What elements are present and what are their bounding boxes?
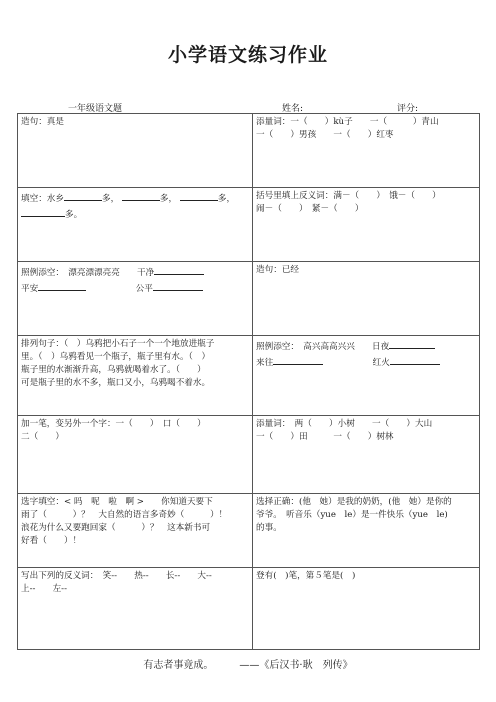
exercise-text: 造句：已经	[256, 265, 299, 275]
answer-blank[interactable]	[390, 354, 440, 365]
exercise-text: 的事。	[256, 523, 282, 533]
exercise-text: 红火	[372, 358, 390, 368]
exercise-text: 雨了（ ）？ 大自然的语言多奇妙（ ）！	[21, 510, 228, 520]
exercise-antonyms-brackets[interactable]	[253, 188, 480, 262]
exercise-choose-particle[interactable]	[18, 494, 253, 568]
exercise-text: 填空：水乡	[21, 194, 64, 204]
answer-blank[interactable]	[273, 354, 323, 365]
exercise-grid	[17, 113, 480, 650]
page-title: 小学语文练习作业	[167, 44, 328, 66]
exercise-text: 可是瓶子里的水不多，瓶口又小，乌鸦喝不着水。	[21, 378, 211, 388]
exercise-text: 排列句子：（ ）乌鸦把小石子一个一个地放进瓶子	[21, 339, 215, 349]
exercise-text: 括号里填上反义词：满－（ ） 饿－（ ）	[256, 191, 441, 201]
exercise-text: 浪花为什么又要跑回家（ ）？ 这本新书可	[21, 523, 211, 533]
quote-text: 有志者事竟成。	[143, 660, 214, 671]
exercise-text: 多，	[101, 194, 120, 204]
quote-source: ——《后汉书·耿 列传》	[239, 660, 353, 671]
score-label: 评分:	[397, 104, 419, 114]
answer-blank[interactable]	[153, 280, 203, 291]
exercise-text: 公平	[135, 284, 153, 294]
exercise-text: 选择正确：(他 她）是我的奶奶，(他 她）是你的	[256, 497, 452, 507]
exercise-measure-words-1[interactable]	[253, 114, 480, 188]
exercise-fill-blank[interactable]	[18, 188, 253, 262]
exercise-add-stroke[interactable]	[18, 416, 253, 494]
answer-blank[interactable]	[38, 280, 86, 291]
exercise-text: 造句：真是	[21, 117, 64, 127]
exercise-measure-words-2[interactable]	[253, 416, 480, 494]
exercise-sentence-yijing[interactable]	[253, 262, 480, 336]
exercise-order-sentences[interactable]	[18, 336, 253, 416]
exercise-text: 选字填空：< 吗 呢 啦 啊 > 你知道天要下	[21, 497, 213, 507]
grade-label: 一年级语文题	[68, 104, 123, 114]
exercise-text: 里。（ ）乌鸦看见一个瓶子，瓶子里有水。（ ）	[21, 352, 211, 362]
exercise-text: 多。	[65, 210, 83, 220]
exercise-stroke-count[interactable]	[253, 568, 480, 650]
answer-blank[interactable]	[389, 338, 435, 349]
answer-blank[interactable]	[180, 190, 218, 201]
exercise-text: 写出下列的反义词： 笑-- 热-- 长-- 大--	[21, 571, 212, 581]
exercise-text: 照例添空： 漂亮漂漂亮亮 干净	[21, 268, 155, 278]
exercise-text: 二（ ）	[21, 432, 64, 442]
exercise-choose-correct[interactable]	[253, 494, 480, 568]
name-label: 姓名:	[282, 104, 304, 114]
exercise-sentence-zhenshi[interactable]	[18, 114, 253, 188]
exercise-text: 一（ ）男孩 一（ ）红枣	[256, 130, 394, 140]
exercise-text: 加一笔，变另外一个字：一（ ） 口（ ）	[21, 419, 206, 429]
exercise-pattern-2[interactable]	[253, 336, 480, 416]
exercise-text: 爷爷。 听音乐（yue le）是一件快乐（yue le)	[256, 510, 448, 520]
exercise-text: 登有( )笔，第５笔是( )	[256, 571, 356, 581]
answer-blank[interactable]	[154, 264, 204, 275]
exercise-antonyms[interactable]	[18, 568, 253, 650]
exercise-text: 平安	[21, 284, 39, 294]
answer-blank[interactable]	[122, 190, 160, 201]
exercise-text: 照例添空： 高兴高高兴兴 日夜	[256, 342, 390, 352]
answer-blank[interactable]	[21, 206, 65, 217]
exercise-text: 上-- 左--	[21, 584, 67, 594]
exercise-pattern-1[interactable]	[18, 262, 253, 336]
answer-blank[interactable]	[64, 190, 102, 201]
exercise-text: 多，	[217, 194, 236, 204]
exercise-text: 添量词：一（ ）kù子 一（ ）青山	[256, 117, 439, 127]
footer-quote	[0, 656, 496, 671]
exercise-text: 瓶子里的水渐渐升高，乌鸦就喝着水了。（ ）	[21, 365, 206, 375]
exercise-text: 好看（ ）！	[21, 536, 82, 546]
exercise-text: 闹－（ ） 紧－（ ）	[256, 204, 364, 214]
exercise-text: 多，	[159, 194, 178, 204]
exercise-text: 添量词： 两（ ）小树 一（ ）大山	[256, 419, 433, 429]
exercise-text: 来往	[256, 358, 274, 368]
exercise-text: 一（ ）田 一（ ）树林	[256, 432, 394, 442]
